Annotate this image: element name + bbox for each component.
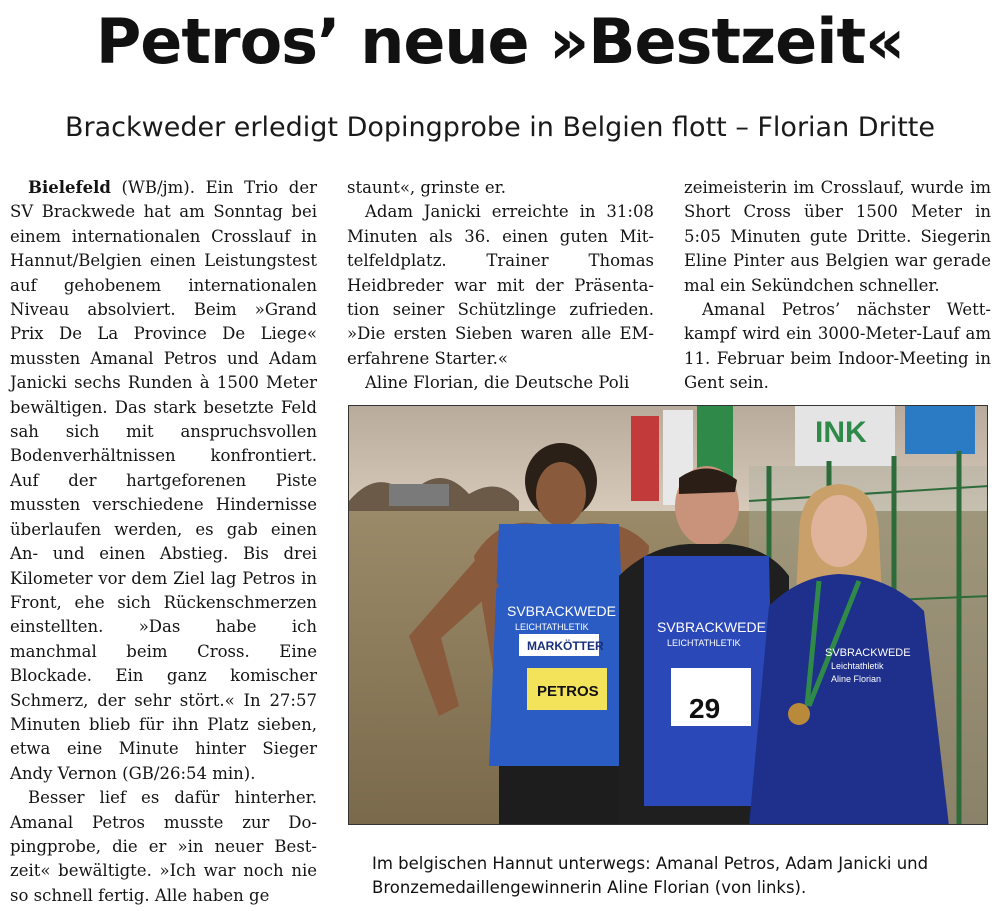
flag-banner	[631, 416, 659, 501]
bib-petros: PETROS	[537, 683, 599, 700]
dateline: Bielefeld	[28, 178, 111, 197]
photo-illustration	[349, 406, 988, 825]
article-column-3	[684, 176, 991, 396]
jacket-text: SVBRACKWEDE	[825, 647, 911, 659]
jacket-subtext: Leichtathletik	[831, 661, 884, 671]
article-column-1	[10, 176, 317, 908]
article-headline: Petros’ neue »Bestzeit«	[95, 5, 905, 78]
article-paragraph-4: Aline Florian, die Deutsche Poli	[365, 373, 630, 393]
paragraph-text: (WB/jm). Ein Trio der SV Brackwede hat am Sonntag bei einem internationalen Crosslauf in Hannut/Belgien einen Leistungstest auf gehobenem internationalen Niveau absolviert. Beim »Grand Prix De La Province De Liege« mussten Amanal Petros und Adam Janicki sechs Runden à 1500 Meter bewältigen. Das stark besetzte Feld sah sich mit anspruchsvollen Bodenverhältnissen konfrontiert. Auf der hartgeforenen Piste mussten verschiedene Hindernisse überlaufen werden, es gab einen An- und einen Abstieg. Bis drei Kilometer vor dem Ziel lag Petros in Front, ehe sich Rückenschmerzen einstellten. »Das habe ich manchmal beim Cross. Eine Blockade. Ein ganz komischer Schmerz, der sehr stört.« In 27:57 Minuten blieb für ihn Platz sieben, etwa eine Minute hinter Sieger Andy Vernon (GB/26:54 min).	[10, 178, 317, 783]
singlet-text: SVBRACKWEDE	[507, 603, 616, 619]
singlet-subtext: LEICHTATHLETIK	[667, 638, 741, 648]
photo-caption: Im belgischen Hannut unterwegs: Amanal Petros, Adam Janicki und Bronzemedaillengewinnerin Aline Florian (von links).	[372, 854, 929, 897]
article-photo	[348, 405, 988, 825]
banner-text: INK	[815, 416, 867, 449]
article-column-2	[347, 176, 654, 396]
article-paragraph-1	[10, 176, 317, 786]
building	[389, 484, 449, 506]
article-paragraph-continued: staunt«, grinste er.	[347, 178, 506, 197]
singlet-text: SVBRACKWEDE	[657, 619, 766, 635]
article-paragraph-4-continued: zeimeisterin im Crosslauf, wurde im Short Cross über 1500 Meter in 5:05 Minuten gute Dritte. Siegerin Eline Pinter aus Belgien war gerade mal ein Sekündchen schneller.	[684, 178, 991, 295]
singlet-subtext: LEICHTATHLETIK	[515, 622, 589, 632]
article-subheadline: Brackweder erledigt Dopingprobe in Belgien flott – Florian Dritte	[65, 112, 935, 143]
bib-janicki: 29	[689, 693, 721, 724]
article-paragraph-2: Besser lief es dafür hinterher. Amanal Petros musste zur Dopingprobe, die er »in neuer Bestzeit« bewältigte. »Ich war noch nie so schnell fertig. Alle haben ge	[10, 788, 317, 905]
article-paragraph-3: Adam Janicki erreichte in 31:08 Minuten als 36. einen guten Mittelfeldplatz. Trainer Thomas Heidbreder war mit der Präsentation seiner Schützlinge zufrieden. »Die ersten Sieben waren alle EM-erfahrene Starter.«	[347, 202, 654, 368]
sponsor-text: MARKÖTTER	[527, 639, 604, 653]
sponsor-banner	[905, 406, 975, 454]
article-paragraph-5: Amanal Petros’ nächster Wettkampf wird ein 3000-Meter-Lauf am 11. Februar beim Indoor-Meeting in Gent sein.	[684, 300, 991, 393]
jacket-name: Aline Florian	[831, 674, 882, 684]
